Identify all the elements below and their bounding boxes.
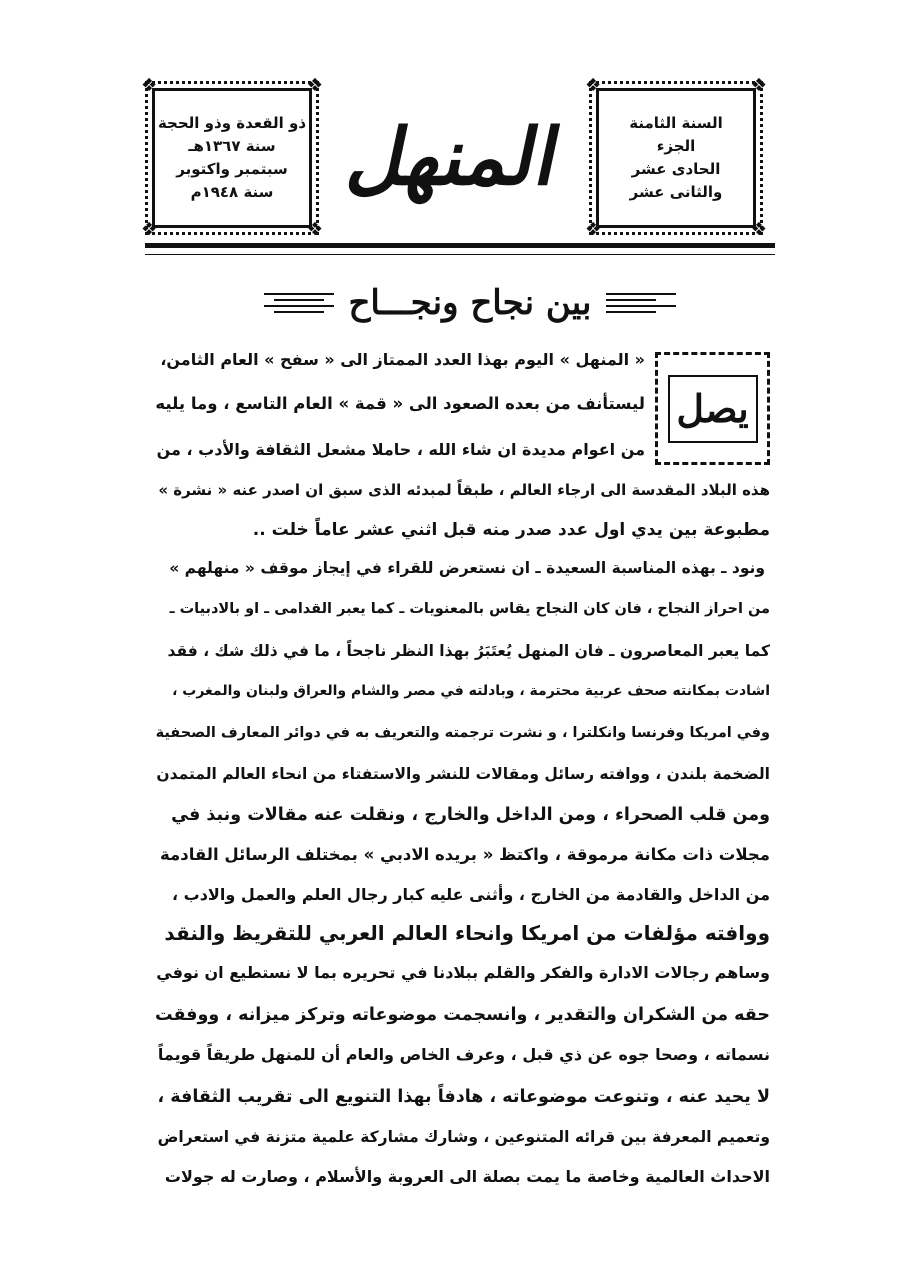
- ornament-icon: ❖: [141, 75, 158, 96]
- drop-word: يصل: [668, 375, 758, 443]
- title-ornament: [606, 293, 676, 313]
- article-title: بين نجاح ونجـــاح: [348, 283, 592, 323]
- text-line: هذه البلاد المقدسة الى ارجاء العالم ، طبقاً لمبدئه الذى سبق ان اصدر عنه « نشرة »: [158, 481, 770, 499]
- ornament-icon: ❖: [141, 219, 158, 240]
- text-line: من احراز النجاح ، فان كان النجاح يقاس بالمعنويات ـ كما يعبر القدامى ـ او بالادبيات ـ: [169, 601, 770, 617]
- drop-word-box: [655, 352, 770, 465]
- volume-box: [585, 75, 767, 240]
- gregorian-months: سبتمبر واكتوبر: [176, 160, 288, 178]
- issue-number-1: الحادى عشر: [631, 160, 721, 178]
- hijri-months: ذو القعدة وذو الحجة: [157, 114, 307, 132]
- title-ornament: [264, 293, 334, 313]
- text-line: الضخمة بلندن ، ووافته رسائل ومقالات للنشر والاستفتاء من انحاء العالم المتمدن: [156, 765, 770, 783]
- magazine-logo: المنهل: [340, 112, 570, 203]
- ornament-icon: ❖: [750, 75, 767, 96]
- article-title-block: [260, 278, 680, 328]
- text-line: وساهم رجالات الادارة والفكر والقلم ببلادنا في تحريره بما لا نستطيع ان نوفي: [156, 963, 770, 982]
- text-line: حقه من الشكران والتقدير ، وانسجمت موضوعاته وتركز ميزانه ، ووفقت: [155, 1005, 770, 1025]
- hijri-year: سنة ١٣٦٧هـ: [188, 137, 276, 155]
- issue-date-box: [141, 75, 323, 240]
- masthead: [335, 95, 575, 220]
- text-line: من الداخل والقادمة من الخارج ، وأثنى عليه كبار رجال العلم والعمل والادب ،: [171, 885, 770, 904]
- text-line: « المنهل » اليوم بهذا العدد الممتاز الى « سفح » العام الثامن،: [160, 350, 645, 369]
- text-line: نسماته ، وصحا جوه عن ذي قبل ، وعرف الخاص والعام أن للمنهل طريقاً قويماً: [157, 1045, 770, 1064]
- text-line: ووافته مؤلفات من امريكا وانحاء العالم العربي للتقريظ والنقد: [164, 921, 770, 945]
- text-line: ومن قلب الصحراء ، ومن الداخل والخارج ، ونقلت عنه مقالات ونبذ في: [171, 805, 770, 825]
- ornament-icon: ❖: [306, 75, 323, 96]
- header-rule: [145, 243, 775, 248]
- text-line: وفي امريكا وفرنسا وانكلترا ، و نشرت ترجمته والتعريف به في دوائر المعارف الصحفية: [155, 725, 770, 741]
- issue-label: الجزء: [656, 137, 696, 155]
- text-line: لا يحيد عنه ، وتنوعت موضوعاته ، هادفاً بهذا التنويع الى تقريب الثقافة ،: [157, 1087, 770, 1107]
- ornament-icon: ❖: [585, 75, 602, 96]
- text-line: مجلات ذات مكانة مرموقة ، واكتظ « بريده الادبي » بمختلف الرسائل القادمة: [160, 845, 770, 864]
- ornament-icon: ❖: [306, 219, 323, 240]
- text-line: من اعوام مديدة ان شاء الله ، حاملا مشعل الثقافة والأدب ، من: [156, 440, 645, 459]
- text-line: وتعميم المعرفة بين قرائه المتنوعين ، وشارك مشاركة علمية متزنة في استعراض: [157, 1128, 770, 1146]
- gregorian-year: سنة ١٩٤٨م: [190, 183, 274, 201]
- text-line: ليستأنف من بعده الصعود الى « قمة » العام التاسع ، وما يليه: [155, 394, 645, 413]
- text-line: كما يعبر المعاصرون ـ فان المنهل يُعتَبَرُ بهذا النظر ناجحاً ، ما في ذلك شك ، فقد: [167, 642, 770, 660]
- ornament-icon: ❖: [750, 219, 767, 240]
- volume-year: السنة الثامنة: [629, 114, 723, 132]
- text-line: الاحداث العالمية وخاصة ما يمت بصلة الى العروبة والأسلام ، وصارت له جولات: [164, 1167, 770, 1186]
- text-line: مطبوعة بين يدي اول عدد صدر منه قبل اثني عشر عاماً خلت ..: [252, 520, 770, 540]
- header-rule-thin: [145, 254, 775, 255]
- issue-number-2: والثانى عشر: [629, 183, 723, 201]
- ornament-icon: ❖: [585, 219, 602, 240]
- text-line: ونود ـ بهذه المناسبة السعيدة ـ ان نستعرض للقراء في إيجاز موقف « منهلهم »: [169, 559, 765, 577]
- text-line: اشادت بمكانته صحف عربية محترمة ، وبادلته في مصر والشام والعراق ولبنان والمغرب ،: [172, 683, 770, 699]
